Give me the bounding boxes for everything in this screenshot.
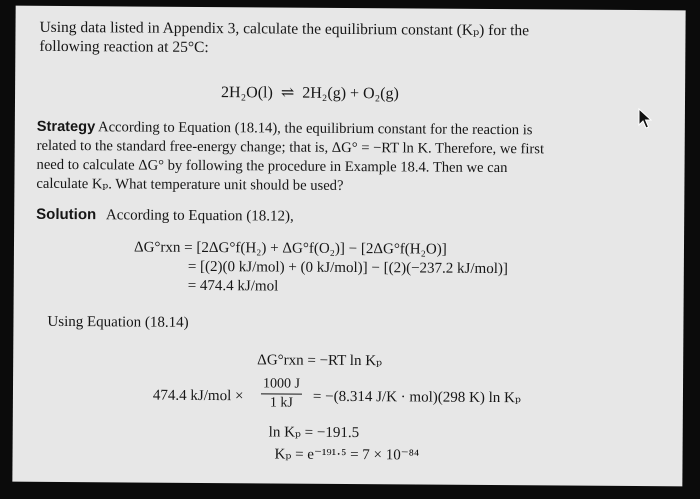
equation-substitution: = [(2)(0 kJ/mol) + (0 kJ/mol)] − [(2)(−237.2 kJ/mol)] [187, 258, 508, 278]
reaction-equation [221, 85, 399, 102]
solution-label: Solution [36, 205, 97, 224]
strategy-line-3: need to calculate ΔG° by following the procedure in Example 18.4. Then we can [36, 156, 508, 177]
equation-conversion-right: = −(8.314 J/K · mol)(298 K) ln Kₚ [312, 388, 521, 407]
using-equation-note: Using Equation (18.14) [47, 313, 189, 331]
reaction-reactants: 2H₂O(l) [221, 84, 273, 102]
solution-heading [36, 207, 294, 225]
equation-ln-kp: ln Kₚ = −191.5 [268, 424, 360, 442]
equation-conversion-left: 474.4 kJ/mol × [152, 387, 244, 405]
solution-intro: According to Equation (18.12), [105, 207, 294, 225]
strategy-line-1 [37, 120, 533, 138]
strategy-line-2: related to the standard free-energy change; that is, ΔG° = −RT ln K. Therefore, we first [36, 137, 545, 158]
strategy-text-1: According to Equation (18.14), the equilibrium constant for the reaction is [98, 119, 533, 139]
equation-kp-value: Kₚ = e⁻¹⁹¹·⁵ = 7 × 10⁻⁸⁴ [274, 446, 420, 464]
equation-result: = 474.4 kJ/mol [187, 277, 279, 295]
question-line-1: Using data listed in Appendix 3, calculate the equilibrium constant (Kₚ) for the [39, 18, 530, 40]
strategy-label: Strategy [36, 118, 96, 136]
question-line-2: following reaction at 25°C: [39, 37, 209, 57]
document-page [12, 6, 685, 487]
reaction-products: 2H₂(g) + O₂(g) [302, 84, 399, 103]
fraction-denominator: 1 kJ [269, 395, 293, 411]
equation-delta-g-rt: ΔG°rxn = −RT ln Kₚ [257, 352, 383, 370]
equilibrium-arrow-icon: ⇌ [280, 84, 295, 102]
unit-conversion-fraction [261, 377, 302, 410]
equation-delta-g-rxn: ΔG°rxn = [2ΔG°f(H₂) + ΔG°f(O₂)] − [2ΔG°f(H₂O)] [133, 239, 447, 258]
strategy-line-4: calculate Kₚ. What temperature unit should be used? [36, 175, 344, 194]
fraction-numerator: 1000 J [262, 376, 301, 392]
mouse-pointer-icon [638, 108, 652, 130]
fraction-bar [261, 393, 302, 394]
